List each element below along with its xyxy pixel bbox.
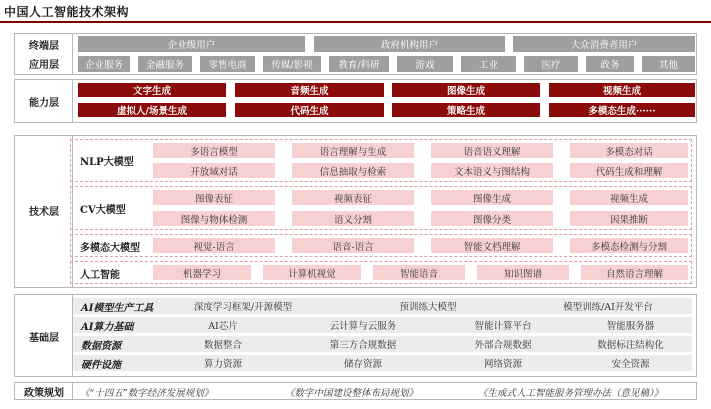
policy-layer-label: 政策规划 (18, 383, 70, 399)
application-item: 金融服务 (138, 56, 192, 72)
ai-item: 机器学习 (153, 265, 251, 280)
terminal-item: 大众消费者用户 (513, 36, 695, 52)
foundation-row-label: 数据资源 (81, 340, 121, 352)
nlp-item: 代码生成和理解 (570, 163, 688, 178)
foundation-item: 预训练大模型 (399, 302, 457, 313)
foundation-item: 智能服务器 (606, 321, 655, 332)
application-item: 政务 (586, 56, 634, 72)
application-item: 医疗 (524, 56, 578, 72)
policy-item: 《“十四五”数字经济发展规划》 (80, 388, 214, 399)
foundation-item: 数据整合 (203, 340, 242, 351)
application-item: 其他 (642, 56, 695, 72)
nlp-item: 语言理解与生成 (292, 143, 414, 158)
application-layer-label: 应用层 (18, 55, 70, 72)
capability-item: 多模态生成······ (549, 103, 695, 117)
page-title: 中国人工智能技术架构 (4, 5, 130, 19)
title-underline (0, 21, 711, 23)
policy-item: 《生成式人工智能服务管理办法（意见稿）》 (478, 388, 664, 399)
cv-item: 视频生成 (570, 190, 688, 205)
capability-item: 图像生成 (392, 83, 540, 97)
foundation-item: 第三方合规数据 (329, 340, 397, 351)
nlp-item: 信息抽取与检索 (292, 163, 414, 178)
foundation-item: AI芯片 (208, 321, 238, 332)
foundation-item: 模型训练/AI开发平台 (563, 302, 653, 313)
ai-item: 计算机视觉 (263, 265, 361, 280)
cv-item: 因果推断 (570, 211, 688, 226)
application-item: 工业 (461, 56, 516, 72)
foundation-item: 云计算与云服务 (329, 321, 397, 332)
ai-item: 自然语言理解 (581, 265, 688, 280)
nlp-item: 开放域对话 (153, 163, 275, 178)
terminal-divider (72, 34, 73, 74)
capability-item: 虚拟人/场景生成 (78, 103, 226, 117)
ai-item: 知识图谱 (477, 265, 569, 280)
foundation-row (73, 298, 692, 314)
nlp-item: 多模态对话 (570, 143, 688, 158)
multimodal-item: 多模态检测与分割 (570, 238, 688, 253)
ai-label: 人工智能 (80, 270, 120, 281)
nlp-item: 多语言模型 (153, 143, 275, 158)
nlp-label: NLP大模型 (80, 157, 134, 168)
cv-item: 视频表征 (292, 190, 414, 205)
multimodal-item: 语音-语言 (292, 238, 414, 253)
application-item: 教育/科研 (329, 56, 389, 72)
cv-item: 语义分割 (292, 211, 414, 226)
foundation-item: 算力资源 (203, 359, 242, 370)
foundation-item: 智能计算平台 (474, 321, 532, 332)
foundation-layer-label: 基础层 (18, 326, 70, 346)
cv-item: 图像表征 (153, 190, 275, 205)
cv-item: 图像与物体检测 (153, 211, 275, 226)
capability-item: 代码生成 (235, 103, 384, 117)
foundation-item: 安全资源 (611, 359, 650, 370)
foundation-item: 外部合规数据 (474, 340, 532, 351)
foundation-item: 网络资源 (483, 359, 522, 370)
foundation-row-label: AI算力基础 (81, 321, 134, 333)
capability-item: 视频生成 (549, 83, 695, 97)
capability-item: 音频生成 (235, 83, 384, 97)
capability-divider (72, 80, 73, 122)
foundation-row (73, 317, 692, 333)
application-item: 企业服务 (78, 56, 130, 72)
application-item: 游戏 (397, 56, 453, 72)
multimodal-label: 多模态大模型 (80, 243, 140, 254)
policy-divider (72, 383, 73, 399)
multimodal-item: 智能文档理解 (431, 238, 553, 253)
nlp-item: 文本语义与图结构 (431, 163, 553, 178)
ai-item: 智能语音 (373, 265, 465, 280)
nlp-item: 语音语义理解 (431, 143, 553, 158)
cv-item: 图像分类 (431, 211, 553, 226)
foundation-item: 深度学习框架/开源模型 (193, 302, 293, 313)
terminal-layer-label: 终端层 (18, 36, 70, 53)
terminal-item: 政府机构用户 (314, 36, 505, 52)
application-item: 零售电商 (200, 56, 255, 72)
capability-item: 文字生成 (78, 83, 226, 97)
cv-item: 图像生成 (431, 190, 553, 205)
foundation-row-label: 硬件设施 (81, 359, 121, 371)
technology-layer-label: 技术层 (18, 200, 70, 220)
policy-item: 《数字中国建设整体布局规划》 (285, 388, 419, 399)
capability-layer-label: 能力层 (18, 82, 70, 120)
application-item: 传媒/影视 (263, 56, 321, 72)
foundation-row (73, 355, 692, 371)
capability-item: 策略生成 (392, 103, 540, 117)
cv-label: CV大模型 (80, 205, 126, 216)
multimodal-item: 视觉-语言 (153, 238, 275, 253)
foundation-item: 数据标注结构化 (597, 340, 664, 351)
foundation-item: 储存资源 (343, 359, 382, 370)
terminal-item: 企业级用户 (78, 36, 305, 52)
foundation-row-label: AI模型生产工具 (81, 302, 154, 314)
foundation-row (73, 336, 692, 352)
